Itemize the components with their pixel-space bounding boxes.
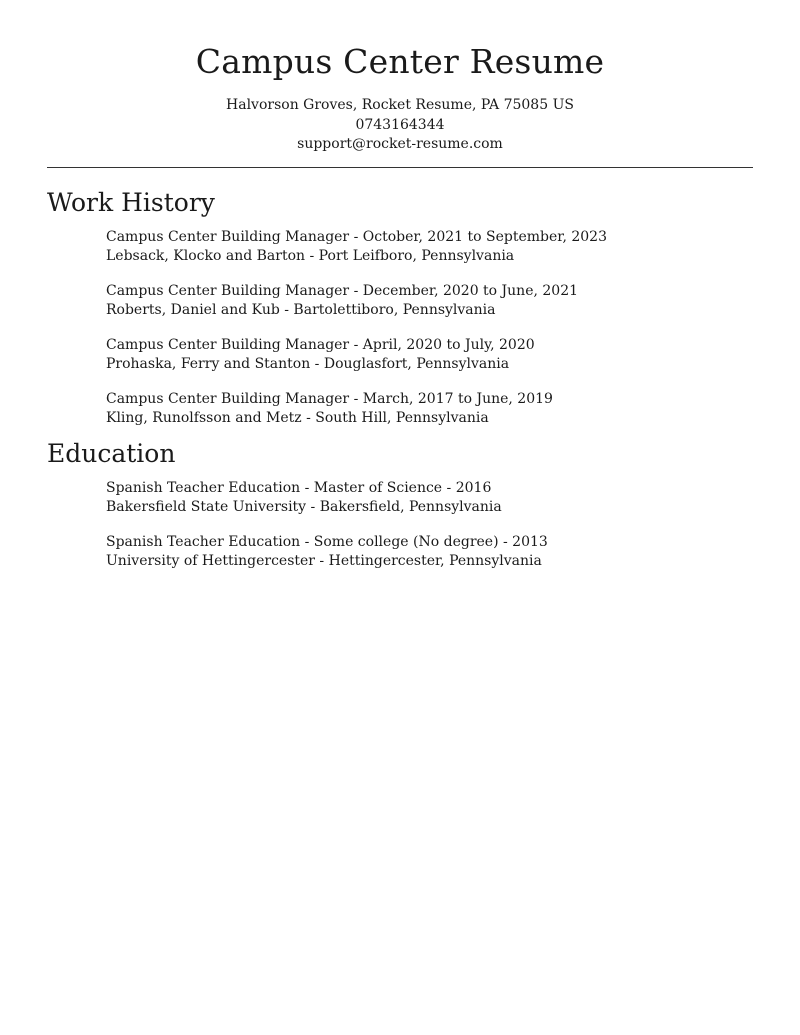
education-entry-degree: Spanish Teacher Education - Some college (No degree) - 2013 <box>106 534 548 550</box>
work-history-section <box>47 187 753 444</box>
work-entry-title: Campus Center Building Manager - April, 2020 to July, 2020 <box>106 337 535 353</box>
work-entry-employer: Kling, Runolfsson and Metz - South Hill, Pennsylvania <box>106 410 489 426</box>
work-entry <box>106 282 753 320</box>
work-entry <box>106 228 753 266</box>
contact-address: Halvorson Groves, Rocket Resume, PA 75085 US <box>226 97 574 113</box>
resume-title: Campus Center Resume <box>195 42 605 81</box>
work-entry-title: Campus Center Building Manager - October, 2021 to September, 2023 <box>106 229 607 245</box>
work-entry-title: Campus Center Building Manager - December, 2020 to June, 2021 <box>106 283 579 299</box>
education-entry <box>106 533 753 571</box>
work-entry <box>106 336 753 374</box>
education-entry <box>106 479 753 517</box>
contact-email: support@rocket-resume.com <box>297 136 503 152</box>
resume-header <box>0 0 800 155</box>
work-entry <box>106 390 753 428</box>
education-entry-school: University of Hettingercester - Hettingercester, Pennsylvania <box>106 553 542 569</box>
work-history-heading: Work History <box>47 188 215 217</box>
work-entry-title: Campus Center Building Manager - March, 2017 to June, 2019 <box>106 391 553 407</box>
work-entry-employer: Lebsack, Klocko and Barton - Port Leifboro, Pennsylvania <box>106 248 515 264</box>
contact-info <box>0 96 800 155</box>
header-divider <box>47 167 753 168</box>
education-section <box>47 438 753 587</box>
work-history-list <box>106 228 753 428</box>
education-entry-degree: Spanish Teacher Education - Master of Science - 2016 <box>106 480 492 496</box>
education-heading: Education <box>47 439 176 468</box>
work-entry-employer: Prohaska, Ferry and Stanton - Douglasfort, Pennsylvania <box>106 356 510 372</box>
education-entry-school: Bakersfield State University - Bakersfield, Pennsylvania <box>106 499 502 515</box>
education-list <box>106 479 753 571</box>
work-entry-employer: Roberts, Daniel and Kub - Bartolettiboro, Pennsylvania <box>106 302 496 318</box>
contact-phone: 0743164344 <box>355 116 445 133</box>
